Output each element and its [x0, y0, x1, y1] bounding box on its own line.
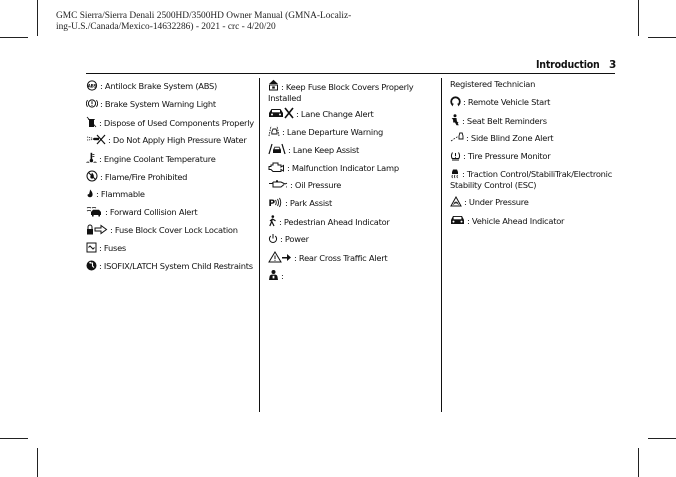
rear-cross-traffic-icon — [268, 251, 292, 263]
list-item-label: : — [281, 271, 284, 281]
list-item-label: Registered Technician — [450, 79, 536, 89]
list-item-label: : Forward Collision Alert — [105, 207, 198, 217]
svg-text:ABS: ABS — [87, 83, 97, 89]
list-item-label: : Dispose of Used Components Properly — [99, 118, 254, 128]
power-icon — [268, 233, 278, 244]
no-pressure-water-icon — [86, 134, 106, 145]
pedestrian-icon — [268, 215, 277, 227]
header-line-1: GMC Sierra/Sierra Denali 2500HD/3500HD Owner Manual (GMNA-Localiz- — [56, 11, 352, 21]
list-item — [268, 161, 399, 174]
list-item-label: : ISOFIX/LATCH System Child Restraints — [99, 261, 253, 271]
document-header — [56, 11, 386, 33]
side-blind-zone-icon — [450, 132, 464, 143]
remote-start-icon — [450, 96, 461, 107]
list-item-label: : Pedestrian Ahead Indicator — [279, 217, 390, 227]
list-item-label: : Vehicle Ahead Indicator — [467, 216, 565, 226]
list-item — [268, 143, 359, 156]
list-item-label: : Lane Change Alert — [296, 109, 374, 119]
header-line-2: ing-U.S./Canada/Mexico-14632286) - 2021 - crc - 4/20/20 — [56, 22, 276, 32]
list-item — [450, 196, 529, 208]
abs-icon — [86, 80, 98, 91]
header-rule — [86, 73, 615, 74]
list-item — [86, 242, 126, 254]
list-item-label: : Lane Departure Warning — [282, 127, 383, 137]
list-item — [86, 80, 217, 92]
list-item-label: : Fuses — [99, 243, 127, 253]
seat-belt-icon — [450, 114, 460, 126]
lane-keep-icon — [268, 143, 286, 155]
list-item-label: : Antilock Brake System (ABS) — [100, 81, 218, 91]
list-item — [268, 233, 309, 245]
list-item — [268, 197, 332, 209]
coolant-temp-icon — [86, 152, 97, 164]
list-item — [450, 79, 535, 90]
list-item-label: : Tire Pressure Monitor — [463, 151, 551, 161]
list-item — [86, 116, 254, 129]
list-item-label: : Malfunction Indicator Lamp — [287, 163, 399, 173]
forward-collision-icon — [86, 206, 103, 217]
list-item-label: : Flammable — [96, 189, 145, 199]
list-item-label: : Engine Coolant Temperature — [99, 154, 216, 164]
list-item — [450, 132, 553, 144]
page-number: 3 — [609, 59, 617, 71]
list-item — [268, 79, 436, 104]
crop-mark — [638, 448, 639, 477]
list-item — [450, 214, 564, 227]
list-item-label: : Lane Keep Assist — [288, 145, 359, 155]
section-title: Introduction — [536, 59, 600, 71]
flame-prohibited-icon — [86, 170, 98, 182]
list-item — [450, 114, 547, 127]
column-divider — [441, 78, 442, 412]
fuse-icon — [86, 242, 97, 253]
list-item-label: : Keep Fuse Block Covers Properly Installed — [268, 82, 414, 103]
list-item — [450, 150, 550, 162]
park-assist-icon — [268, 197, 283, 208]
list-item — [86, 224, 238, 236]
list-item — [268, 125, 383, 138]
crop-mark — [37, 448, 38, 477]
list-item — [86, 260, 253, 272]
column-divider — [259, 78, 260, 412]
list-item-label: : Brake System Warning Light — [100, 99, 216, 109]
list-item — [86, 98, 216, 110]
list-item — [268, 215, 390, 228]
list-item-label: : Traction Control/StabiliTrak/Electronic Stability Control (ESC) — [450, 169, 613, 190]
crop-mark — [638, 0, 639, 36]
list-item-label: : Oil Pressure — [290, 180, 342, 190]
list-item — [268, 179, 341, 191]
list-item — [450, 168, 614, 191]
fuse-cover-lock-icon — [86, 224, 108, 235]
list-item-label: : Fuse Block Cover Lock Location — [110, 225, 238, 235]
vehicle-ahead-icon — [450, 214, 465, 226]
dispose-icon — [86, 116, 97, 128]
list-item-label: : Park Assist — [285, 198, 332, 208]
crop-mark — [37, 0, 38, 36]
list-item-label: : Rear Cross Traffic Alert — [294, 253, 388, 263]
list-item — [86, 152, 216, 165]
list-item — [268, 107, 374, 120]
tire-pressure-icon — [450, 150, 461, 161]
traction-control-icon — [450, 168, 460, 179]
list-item-label: : Remote Vehicle Start — [463, 97, 551, 107]
svg-text:P: P — [268, 199, 275, 208]
flammable-icon — [86, 188, 94, 199]
list-item-label: : Do Not Apply High Pressure Water — [108, 135, 247, 145]
lane-departure-icon — [268, 125, 280, 137]
fuse-cover-icon — [268, 79, 279, 91]
crop-mark — [648, 438, 676, 439]
engine-icon — [268, 161, 285, 173]
crop-mark — [648, 37, 676, 38]
list-item — [86, 206, 197, 218]
list-item-label: : Under Pressure — [464, 197, 529, 207]
isofix-icon — [86, 260, 97, 271]
lane-change-icon — [268, 107, 294, 119]
list-item-label: : Flame/Fire Prohibited — [100, 172, 188, 182]
list-item-label: : Seat Belt Reminders — [462, 116, 547, 126]
crop-mark — [0, 438, 28, 439]
list-item-label: : Side Blind Zone Alert — [466, 133, 554, 143]
list-item — [86, 170, 187, 183]
oil-pressure-icon — [268, 179, 288, 190]
list-item-label: : Power — [280, 234, 309, 244]
list-item — [86, 188, 145, 200]
list-item — [86, 134, 247, 146]
crop-mark — [0, 37, 28, 38]
brake-warning-icon — [86, 98, 98, 109]
technician-icon — [268, 269, 279, 281]
list-item — [268, 251, 387, 264]
under-pressure-icon — [450, 196, 462, 207]
list-item — [268, 269, 284, 282]
list-item — [450, 96, 550, 108]
